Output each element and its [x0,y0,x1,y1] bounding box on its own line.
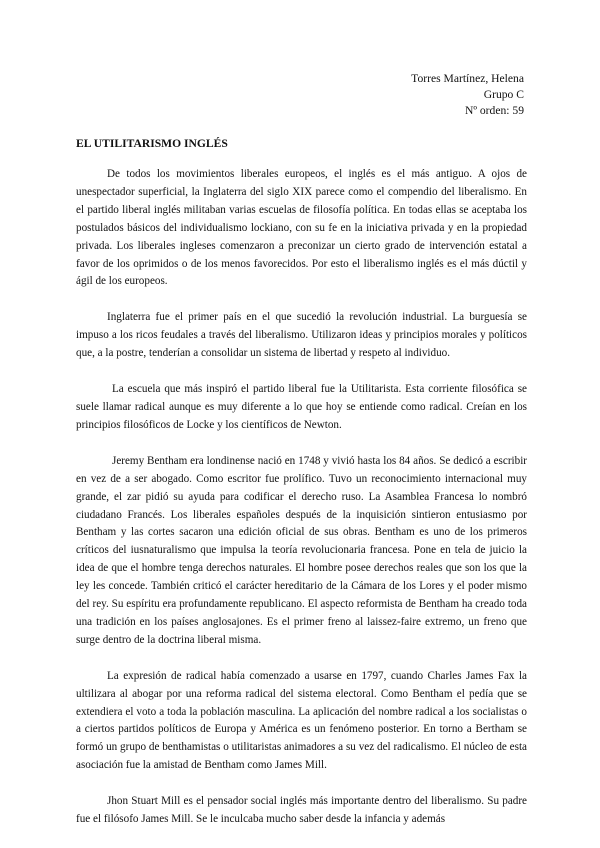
paragraph-radical-expression: La expresión de radical había comenzado a usarse en 1797, cuando Charles James Fax la ultilizara al abogar por una reforma radical del sistema electoral. Como Bentham el pedía que se extendiera el voto a toda la población masculina. La aplicación del nombre radical a los socialistas o a ciertos partidos políticos de Europa y América es un fenómeno posterior. En torno a Bertham se formó un grupo de benthamistas o utilitaristas animadores a su vez del radicalismo. El núcleo de esta asociación fue la amistad de Bentham como James Mill. [76,669,527,772]
group-label: Grupo C [483,88,524,101]
document-body [76,166,527,847]
document-header [411,71,524,119]
paragraph-bentham: Jeremy Bentham era londinense nació en 1748 y vivió hasta los 84 años. Se dedicó a escribir en vez de a ser abogado. Como escritor fue prolífico. Tuvo un reconocimiento internacional muy grande, el zar pidió su ayuda para codificar el derecho ruso. La Asamblea Francesa lo nombró ciudadano Francés. Los liberales españoles después de la inquisición sintieron entusiasmo por Bentham y las cortes sacaron una edición oficial de sus obras. Bentham es uno de los primeros críticos del iusnaturalismo que impulsa la teoría revolucionaria francesa. Pone en tela de juicio la idea de que el hombre tenga derechos naturales. El hombre posee derechos reales que son los que la ley les concede. También criticó el carácter hereditario de la Cámara de los Lores y el poder mismo del rey. Su espíritu era profundamente republicano. El aspecto reformista de Bentham ha creado toda una tradición en los países anglosajones. Es el primer freno al laissez-faire extremo, un freno que surge dentro de la doctrina liberal misma. [76,454,527,646]
paragraph-industrial-revolution: Inglaterra fue el primer país en el que sucedió la revolución industrial. La burguesía se impuso a los ricos feudales a través del liberalismo. Utilizaron ideas y principios morales y políticos que, a la postre, tenderían a consolidar un sistema de libertad y respeto al individuo. [76,311,527,360]
paragraph-stuart-mill: Jhon Stuart Mill es el pensador social inglés más importante dentro del liberalismo. Su padre fue el filósofo James Mill. Se le inculcaba mucho saber desde la infancia y además [76,795,527,826]
paragraph-utilitarian-school: La escuela que más inspiró el partido liberal fue la Utilitarista. Esta corriente filosófica se suele llamar radical aunque es muy diferente a lo que hoy se entiende como radical. Creían en los principios filosóficos de Locke y los científicos de Newton. [76,383,527,431]
author-name: Torres Martínez, Helena [411,72,524,85]
document-title: EL UTILITARISMO INGLÉS [76,137,228,150]
order-number: Nº orden: 59 [465,104,524,117]
paragraph-intro: De todos los movimientos liberales europeos, el inglés es el más antiguo. A ojos de unespectador superficial, la Inglaterra del siglo XIX parece como el compendio del liberalismo. En el partido liberal inglés militaban varias escuelas de filosofía política. En todas ellas se aceptaba los postulados básicos del individualismo lockiano, con su fe en la iniciativa privada y en la propiedad privada. Los liberales ingleses comenzaron a preconizar un cierto grado de intervención estatal a favor de los oprimidos o de los menos favorecidos. Por esto el liberalismo inglés es el más dúctil y ágil de los europeos. [76,168,527,288]
